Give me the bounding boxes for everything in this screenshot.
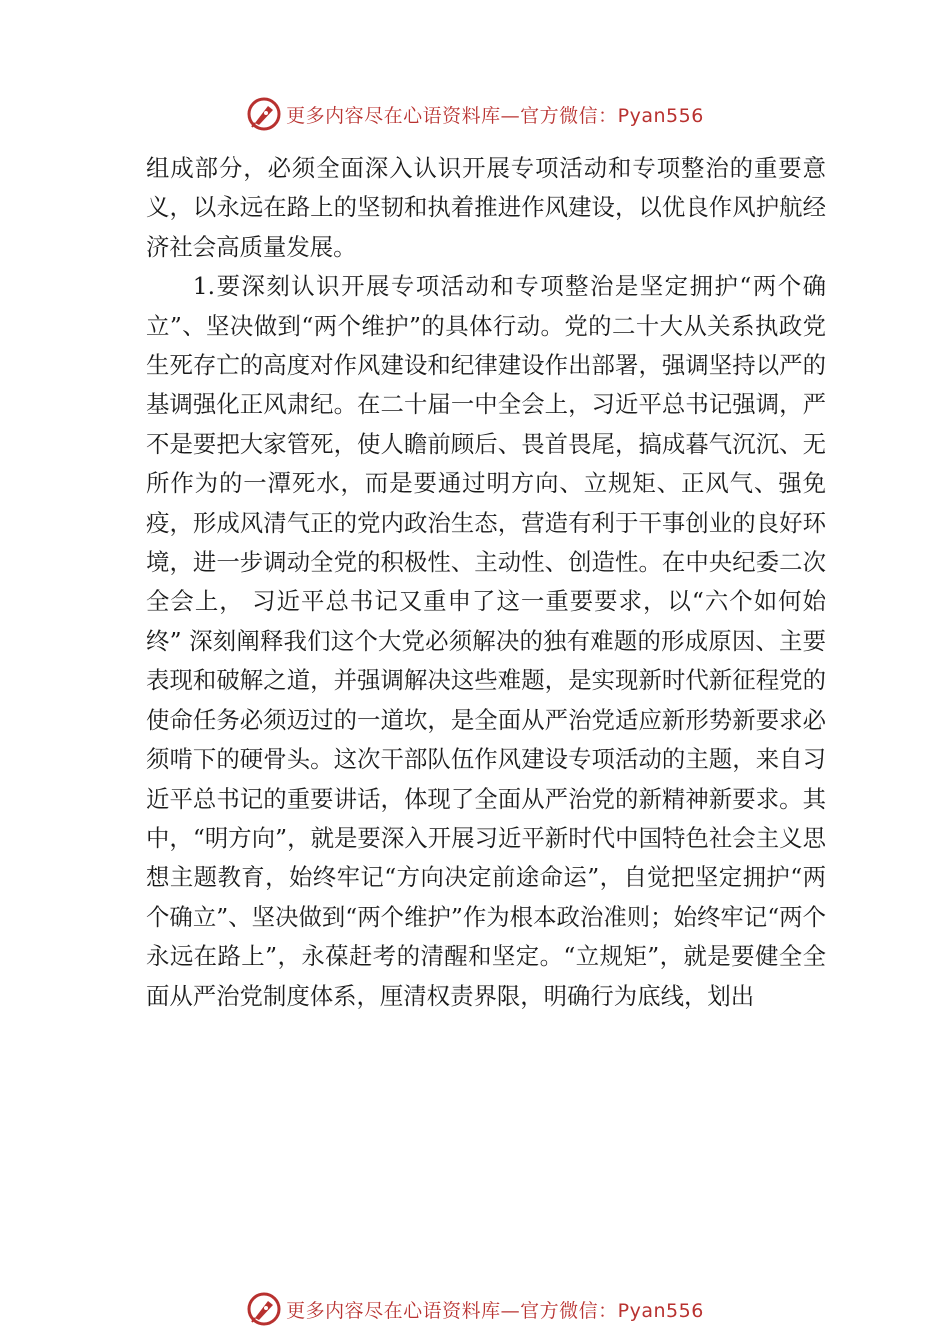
paragraph-1: 组成部分，必须全面深入认识开展专项活动和专项整治的重要意义，以永远在路上的坚韧和执着推进作风建设，以优良作风护航经济社会高质量发展。 xyxy=(146,154,826,261)
footer-banner xyxy=(0,1289,950,1329)
footer-wechat-id: Pyan556 xyxy=(617,1299,704,1322)
header-banner-text: 更多内容尽在心语资料库—官方微信：Pyan556 xyxy=(286,104,704,127)
header-wechat-id: Pyan556 xyxy=(617,104,704,127)
paragraph-2: 1.要深刻认识开展专项活动和专项整治是坚定拥护“两个确立”、坚决做到“两个维护”的具体行动。党的二十大从关系执政党生死存亡的高度对作风建设和纪律建设作出部署，强调坚持以严的基调强化正风肃纪。在二十届一中全会上，习近平总书记强调，严不是要把大家管死，使人瞻前顾后、畏首畏尾，搞成暮气沉沉、无所作为的一潭死水，而是要通过明方向、立规矩、正风气、强免疫，形成风清气正的党内政治生态，营造有利于干事创业的良好环境，进一步调动全党的积极性、主动性、创造性。在中央纪委二次全会上， 习近平总书记又重申了这一重要要求，以“六个如何始终” 深刻阐释我们这个大党必须解决的独有难题的形成原因、主要表现和破解之道，并强调解决这些难题，是实现新时代新征程党的使命任务必须迈过的一道坎，是全面从严治党适应新形势新要求必须啃下的硬骨头。这次干部队伍作风建设专项活动的主题，来自习近平总书记的重要讲话，体现了全面从严治党的新精神新要求。其中，“明方向”，就是要深入开展习近平新时代中国特色社会主义思想主题教育，始终牢记“方向决定前途命运”，自觉把坚定拥护“两个确立”、坚决做到“两个维护”作为根本政治准则；始终牢记“两个永远在路上”，永葆赶考的清醒和坚定。“立规矩”，就是要健全全面从严治党制度体系，厘清权责界限，明确行为底线，划出 xyxy=(146,272,826,1010)
document-body xyxy=(146,149,826,1016)
pen-nib-circle-icon xyxy=(246,96,282,132)
footer-banner-text: 更多内容尽在心语资料库—官方微信：Pyan556 xyxy=(286,1299,704,1322)
pen-nib-circle-icon xyxy=(246,1291,282,1327)
header-banner xyxy=(0,94,950,134)
